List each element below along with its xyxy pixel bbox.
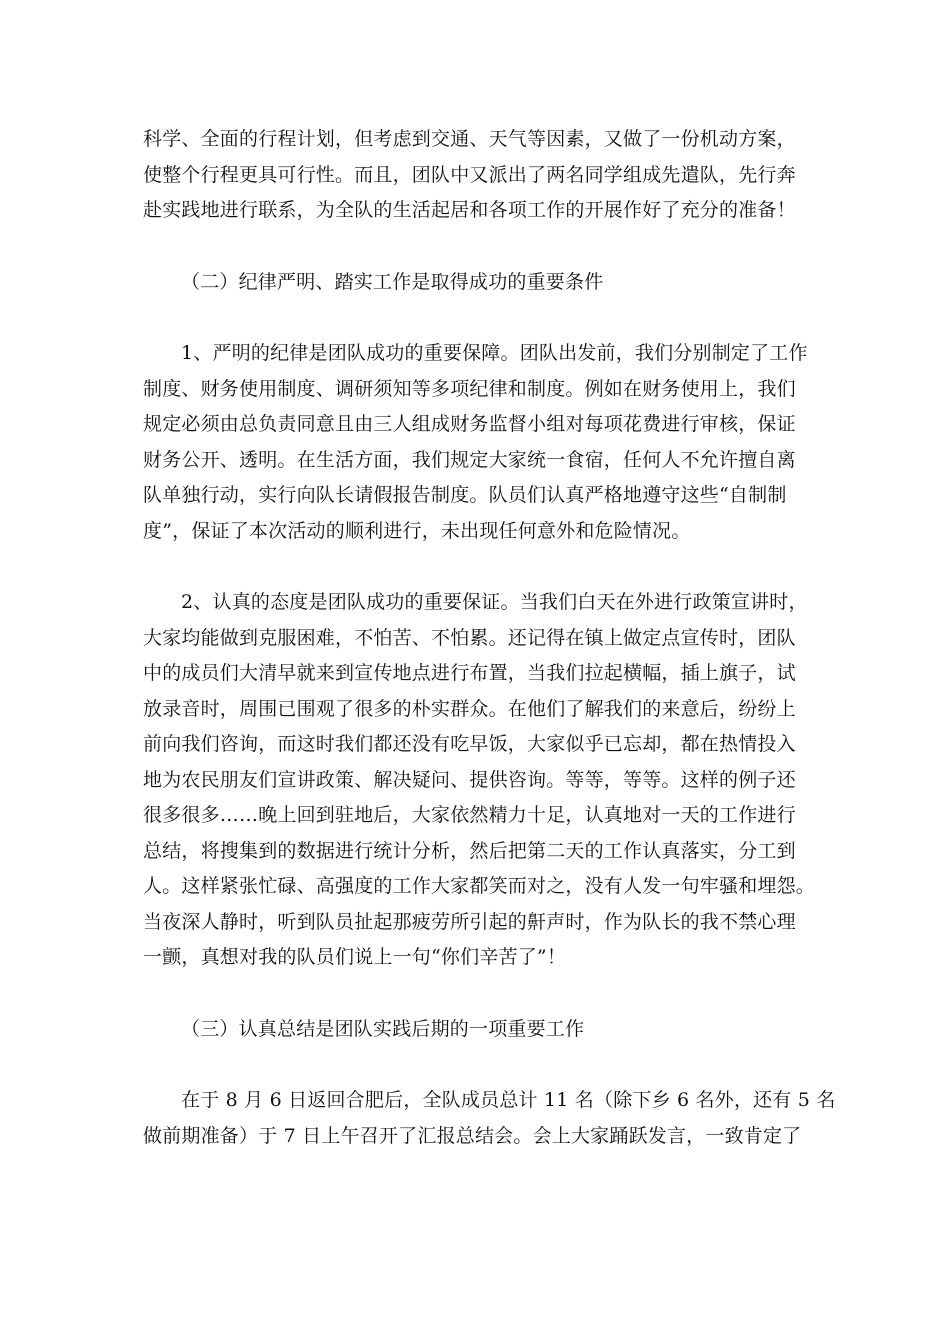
paragraph-summary-meeting xyxy=(143,1083,836,1154)
text-line: 当夜深人静时，听到队员扯起那疲劳所引起的鼾声时，作为队长的我不禁心理 xyxy=(143,910,796,933)
text-line: 大家均能做到克服困难，不怕苦、不怕累。还记得在镇上做定点宣传时，团队 xyxy=(143,626,796,649)
text-line: 制度、财务使用制度、调研须知等多项纪律和制度。例如在财务使用上，我们 xyxy=(143,377,796,400)
paragraph-discipline xyxy=(143,336,823,549)
text-line: 前向我们咨询，而这时我们都还没有吃早饭，大家似乎已忘却，都在热情投入 xyxy=(143,733,796,755)
text-line: 度”，保证了本次活动的顺利进行，未出现任何意外和危险情况。 xyxy=(143,519,691,542)
text-line: 总结，将搜集到的数据进行统计分析，然后把第二天的工作认真落实，分工到 xyxy=(143,839,796,862)
paragraph-attitude xyxy=(143,585,823,976)
text-line: 地为农民朋友们宣讲政策、解决疑问、提供咨询。等等，等等。这样的例子还 xyxy=(143,768,796,791)
text-line: 赴实践地进行联系，为全队的生活起居和各项工作的开展作好了充分的准备！ xyxy=(143,199,796,221)
text-line: 2、认真的态度是团队成功的重要保证。当我们白天在外进行政策宣讲时， xyxy=(181,591,808,613)
document-body xyxy=(143,122,836,1190)
text-line: 财务公开、透明。在生活方面，我们规定大家统一食宿，任何人不允许擅自离 xyxy=(143,448,796,471)
section-heading-summary: （三）认真总结是团队实践后期的一项重要工作 xyxy=(181,1017,585,1040)
text-line: 中的成员们大清早就来到宣传地点进行布置，当我们拉起横幅，插上旗子，试 xyxy=(143,662,796,684)
text-line: 规定必须由总负责同意且由三人组成财务监督小组对每项花费进行审核，保证 xyxy=(143,413,796,435)
text-line: 在于 8 月 6 日返回合肥后，全队成员总计 11 名（除下乡 6 名外，还有 5 名 xyxy=(181,1089,836,1111)
text-line: 放录音时，周围已围观了很多的朴实群众。在他们了解我们的来意后，纷纷上 xyxy=(143,697,796,720)
text-line: 使整个行程更具可行性。而且，团队中又派出了两名同学组成先遣队，先行奔 xyxy=(143,163,796,186)
text-line: 做前期准备）于 7 日上午召开了汇报总结会。会上大家踊跃发言，一致肯定了 xyxy=(143,1124,802,1147)
text-line: 1、严明的纪律是团队成功的重要保障。团队出发前，我们分别制定了工作 xyxy=(181,342,808,364)
text-line: 科学、全面的行程计划，但考虑到交通、天气等因素，又做了一份机动方案， xyxy=(143,128,796,150)
text-line: 一颤，真想对我的队员们说上一句“你们辛苦了”！ xyxy=(143,946,567,968)
text-line: 人。这样紧张忙碌、高强度的工作大家都笑而对之，没有人发一句牢骚和埋怨。 xyxy=(143,875,816,897)
text-line: 很多很多……晚上回到驻地后，大家依然精力十足，认真地对一天的工作进行 xyxy=(143,804,796,826)
section-heading-discipline: （二）纪律严明、踏实工作是取得成功的重要条件 xyxy=(181,270,604,293)
paragraph-itinerary xyxy=(143,122,823,229)
text-line: 队单独行动，实行向队长请假报告制度。队员们认真严格地遵守这些“自制制 xyxy=(143,484,787,506)
